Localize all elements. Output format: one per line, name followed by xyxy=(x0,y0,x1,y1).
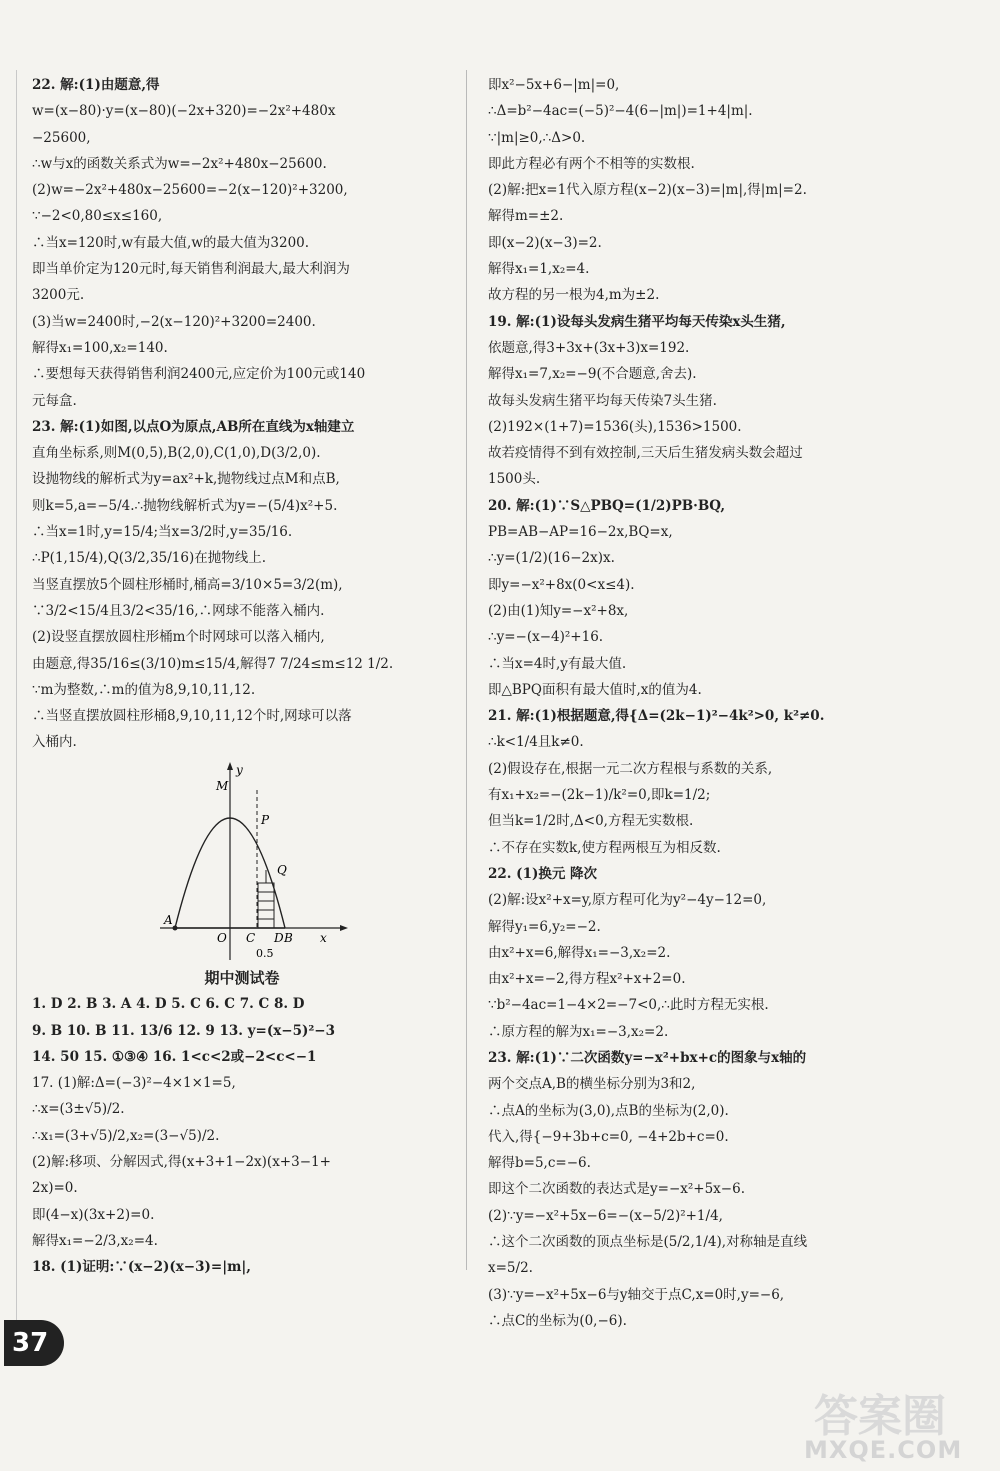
text-line: PB=AB−AP=16−2x,BQ=x, xyxy=(488,524,673,541)
text-line: 有x₁+x₂=−(2k−1)/k²=0,即k=1/2; xyxy=(488,787,711,804)
text-line: ∴点C的坐标为(0,−6). xyxy=(488,1312,627,1329)
problem-21-heading: 21. 解:(1)根据题意,得{Δ=(2k−1)²−4k²>0, k²≠0. xyxy=(488,708,825,725)
text-line: x=5/2. xyxy=(488,1260,533,1277)
text-line: ∴P(1,15/4),Q(3/2,35/16)在抛物线上. xyxy=(32,550,267,567)
problem-22-heading: 22. 解:(1)由题意,得 xyxy=(32,77,160,93)
text-line: 即(4−x)(3x+2)=0. xyxy=(32,1206,155,1223)
label-a: A xyxy=(164,913,173,927)
text-line: ∴x=(3±√5)/2. xyxy=(32,1101,125,1118)
label-c: C xyxy=(246,931,256,945)
bucket-stack xyxy=(258,883,274,928)
text-line: 1500头. xyxy=(488,471,541,488)
text-line: 故若疫情得不到有效控制,三天后生猪发病头数会超过 xyxy=(488,445,803,462)
text-line: 由题意,得35/16≤(3/10)m≤15/4,解得7 7/24≤m≤12 1/2. xyxy=(32,655,394,672)
text-line: ∴y=(1/2)(16−2x)x. xyxy=(488,550,615,567)
text-line: ∴要想每天获得销售利润2400元,应定价为100元或140 xyxy=(32,366,366,383)
point-a-dot xyxy=(173,926,178,931)
midterm-section xyxy=(32,965,452,1281)
text-line: (3)当w=2400时,−2(x−120)²+3200=2400. xyxy=(32,313,316,330)
text-line: 代入,得{−9+3b+c=0, −4+2b+c=0. xyxy=(488,1128,729,1145)
text-line: 即这个二次函数的表达式是y=−x²+5x−6. xyxy=(488,1181,745,1198)
text-line: 入桶内. xyxy=(32,734,77,751)
text-line: 设抛物线的解析式为y=ax²+k,抛物线过点M和点B, xyxy=(32,471,340,488)
text-line: ∴w与x的函数关系式为w=−2x²+480x−25600. xyxy=(32,155,327,172)
text-line: 依题意,得3+3x+(3x+3)x=192. xyxy=(488,339,690,356)
text-line: (2)解:移项、分解因式,得(x+3+1−2x)(x+3−1+ xyxy=(32,1154,331,1171)
problem-19-heading: 19. 解:(1)设每头发病生猪平均每天传染x头生猪, xyxy=(488,313,786,330)
problem-23-heading-right: 23. 解:(1)∵二次函数y=−x²+bx+c的图象与x轴的 xyxy=(488,1049,807,1066)
text-line: (3)∵y=−x²+5x−6与y轴交于点C,x=0时,y=−6, xyxy=(488,1286,785,1303)
text-line: 解得b=5,c=−6. xyxy=(488,1155,591,1172)
text-line: 两个交点A,B的横坐标分别为3和2, xyxy=(488,1076,696,1093)
text-line: ∴不存在实数k,使方程两根互为相反数. xyxy=(488,839,721,856)
text-line: 但当k=1/2时,Δ<0,方程无实数根. xyxy=(488,813,694,830)
text-line: 即当单价定为120元时,每天销售利润最大,最大利润为 xyxy=(32,261,350,278)
parabola-figure xyxy=(160,760,360,960)
column-divider xyxy=(466,70,467,1270)
y-axis-arrow-icon xyxy=(227,762,233,770)
text-line: 当竖直摆放5个圆柱形桶时,桶高=3/10×5=3/2(m), xyxy=(32,576,343,593)
text-line: 由x²+x=6,解得x₁=−3,x₂=2. xyxy=(488,944,671,961)
watermark-logo: 答案圈 xyxy=(814,1391,946,1442)
watermark xyxy=(794,1380,994,1466)
label-m: M xyxy=(216,779,229,793)
text-line: ∵3/2<15/4且3/2<35/16,∴网球不能落入桶内. xyxy=(32,602,325,619)
label-y: y xyxy=(236,763,243,777)
label-x: x xyxy=(320,931,327,945)
page-number: 37 xyxy=(4,1320,64,1366)
text-line: ∴Δ=b²−4ac=(−5)²−4(6−|m|)=1+4|m|. xyxy=(488,103,753,120)
problem-23-heading: 23. 解:(1)如图,以点O为原点,AB所在直线为x轴建立 xyxy=(32,418,355,435)
text-line: 解得y₁=6,y₂=−2. xyxy=(488,918,601,935)
text-line: 则k=5,a=−5/4.∴抛物线解析式为y=−(5/4)x²+5. xyxy=(32,497,338,514)
text-line: 故方程的另一根为4,m为±2. xyxy=(488,287,660,304)
text-line: (2)192×(1+7)=1536(头),1536>1500. xyxy=(488,418,742,435)
label-half: 0.5 xyxy=(256,947,274,960)
text-line: ∴当x=4时,y有最大值. xyxy=(488,655,627,672)
text-line: (2)设竖直摆放圆柱形桶m个时网球可以落入桶内, xyxy=(32,629,325,646)
text-line: ∵b²−4ac=1−4×2=−7<0,∴此时方程无实根. xyxy=(488,997,769,1014)
text-line: ∴当x=1时,y=15/4;当x=3/2时,y=35/16. xyxy=(32,524,293,541)
text-line: 由x²+x=−2,得方程x²+x+2=0. xyxy=(488,971,686,988)
answers-row-3: 14. 50 15. ①③④ 16. 1<c<2或−2<c<−1 xyxy=(32,1048,317,1065)
text-line: ∵m为整数,∴m的值为8,9,10,11,12. xyxy=(32,681,256,698)
text-line: 即x²−5x+6−|m|=0, xyxy=(488,77,620,93)
label-p: P xyxy=(261,813,270,827)
text-line: 即(x−2)(x−3)=2. xyxy=(488,234,602,251)
text-line: ∵|m|≥0,∴Δ>0. xyxy=(488,129,586,146)
text-line: 解得x₁=7,x₂=−9(不合题意,舍去). xyxy=(488,366,697,383)
text-line: (2)由(1)知y=−x²+8x, xyxy=(488,602,629,619)
watermark-url: MXQE.COM xyxy=(804,1436,963,1464)
answers-row-1: 1. D 2. B 3. A 4. D 5. C 6. C 7. C 8. D xyxy=(32,996,305,1013)
text-line: ∴k<1/4且k≠0. xyxy=(488,734,584,751)
text-line: 解得x₁=−2/3,x₂=4. xyxy=(32,1232,158,1249)
label-d: D xyxy=(274,931,284,945)
text-line: 即y=−x²+8x(0<x≤4). xyxy=(488,576,635,593)
left-column xyxy=(32,72,452,756)
text-line: 即此方程必有两个不相等的实数根. xyxy=(488,155,695,172)
text-line: ∴点A的坐标为(3,0),点B的坐标为(2,0). xyxy=(488,1102,729,1119)
text-line: (2)解:设x²+x=y,原方程可化为y²−4y−12=0, xyxy=(488,892,767,909)
text-line: 即△BPQ面积有最大值时,x的值为4. xyxy=(488,681,702,698)
text-line: 解得x₁=100,x₂=140. xyxy=(32,339,168,356)
label-b: B xyxy=(284,931,293,945)
text-line: 故每头发病生猪平均每天传染7头生猪. xyxy=(488,392,717,409)
text-line: w=(x−80)·y=(x−80)(−2x+320)=−2x²+480x xyxy=(32,103,336,120)
text-line: (2)解:把x=1代入原方程(x−2)(x−3)=|m|,得|m|=2. xyxy=(488,182,807,199)
text-line: 元每盒. xyxy=(32,392,77,409)
text-line: ∴x₁=(3+√5)/2,x₂=(3−√5)/2. xyxy=(32,1127,220,1144)
answers-row-2: 9. B 10. B 11. 13/6 12. 9 13. y=(x−5)²−3 xyxy=(32,1022,335,1039)
text-line: (2)w=−2x²+480x−25600=−2(x−120)²+3200, xyxy=(32,182,348,199)
left-margin-line xyxy=(16,70,17,1320)
midterm-title: 期中测试卷 xyxy=(204,969,280,987)
text-line: −25600, xyxy=(32,129,91,146)
text-line: ∴这个二次函数的顶点坐标是(5/2,1/4),对称轴是直线 xyxy=(488,1234,808,1251)
x-axis-arrow-icon xyxy=(340,925,348,931)
text-line: 直角坐标系,则M(0,5),B(2,0),C(1,0),D(3/2,0). xyxy=(32,445,321,462)
text-line: (2)∵y=−x²+5x−6=−(x−5/2)²+1/4, xyxy=(488,1207,723,1224)
problem-20-heading: 20. 解:(1)∵S△PBQ=(1/2)PB·BQ, xyxy=(488,497,726,514)
text-line: ∴原方程的解为x₁=−3,x₂=2. xyxy=(488,1023,669,1040)
text-line: ∴y=−(x−4)²+16. xyxy=(488,629,604,646)
problem-18-heading: 18. (1)证明:∵(x−2)(x−3)=|m|, xyxy=(32,1259,252,1276)
text-line: 17. (1)解:Δ=(−3)²−4×1×1=5, xyxy=(32,1075,236,1092)
label-q: Q xyxy=(277,863,287,877)
text-line: (2)假设存在,根据一元二次方程根与系数的关系, xyxy=(488,760,773,777)
label-o: O xyxy=(217,931,227,945)
right-column xyxy=(488,72,928,1334)
text-line: ∴当竖直摆放圆柱形桶8,9,10,11,12个时,网球可以落 xyxy=(32,708,352,725)
problem-22-heading-right: 22. (1)换元 降次 xyxy=(488,865,598,882)
text-line: 3200元. xyxy=(32,287,85,304)
text-line: ∴当x=120时,w有最大值,w的最大值为3200. xyxy=(32,234,310,251)
text-line: 解得x₁=1,x₂=4. xyxy=(488,261,590,278)
text-line: 2x)=0. xyxy=(32,1180,78,1197)
text-line: 解得m=±2. xyxy=(488,208,564,225)
text-line: ∵−2<0,80≤x≤160, xyxy=(32,208,163,225)
